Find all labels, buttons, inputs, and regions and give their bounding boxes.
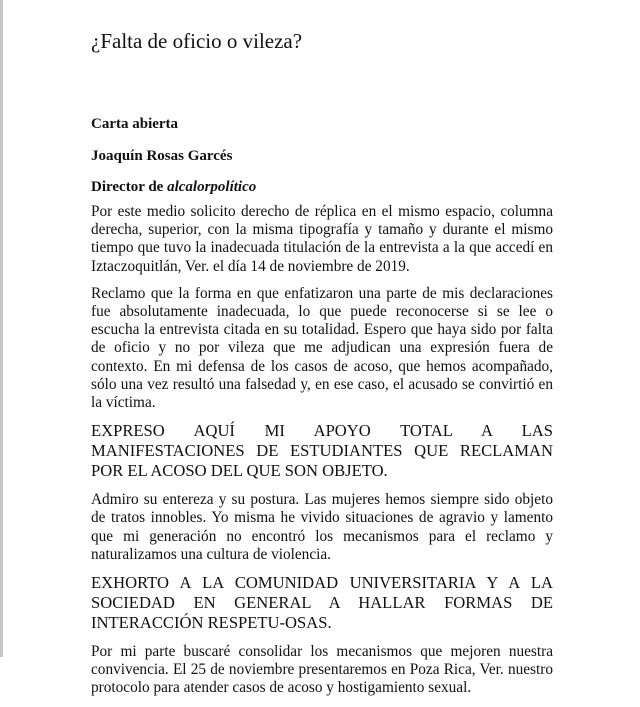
addressee-role <box>91 178 256 196</box>
document-title: ¿Falta de oficio o vileza? <box>91 29 303 53</box>
addressee-role-prefix: Director de <box>91 179 168 195</box>
letter-body <box>91 203 553 707</box>
page-left-border <box>0 0 3 657</box>
publication-name: alcalorpolítico <box>167 179 257 195</box>
paragraph-reply-request: Por este medio solicito derecho de réplica en el mismo espacio, columna derecha, superior, con la misma tipografía y tamaño y durante el mismo tiempo que tuvo la inadecuada titulación de la entrevista a la que accedí en Iztaczoquitlán, Ver. el día 14 de noviembre de 2019. <box>91 203 553 275</box>
paragraph-admiration: Admiro su entereza y su postura. Las mujeres hemos siempre sido objeto de tratos innobles. Yo misma he vivido situaciones de agravio y lamento que mi generación no encontró los mecanismos para el reclamo y naturalizamos una cultura de violencia. <box>91 491 553 563</box>
paragraph-complaint: Reclamo que la forma en que enfatizaron una parte de mis declaraciones fue absolutamente inadecuada, lo que puede reconocerse si se lee o escucha la entrevista citada en su totalidad. Espero que haya sido por falta de oficio y no por vileza que me adjudican una expresión fuera de contexto. En mi defensa de los casos de acoso, que hemos acompañado, sólo una vez resultó una falsedad y, en ese caso, el acusado se convirtió en la víctima. <box>91 284 553 412</box>
addressee-name: Joaquín Rosas Garcés <box>91 148 233 164</box>
letter-type: Carta abierta <box>91 116 179 132</box>
paragraph-protocol: Por mi parte buscaré consolidar los mecanismos que mejoren nuestra convivencia. El 25 de noviembre presentaremos en Poza Rica, Ver. nuestro protocolo para atender casos de acoso y hostigamiento sexual. <box>91 643 553 697</box>
paragraph-exhortation: EXHORTO A LA COMUNIDAD UNIVERSITARIA Y A LA SOCIEDAD EN GENERAL A HALLAR FORMAS DE INTERACCIÓN RESPETU-OSAS. <box>91 573 553 633</box>
paragraph-support-statement: EXPRESO AQUÍ MI APOYO TOTAL A LAS MANIFESTACIONES DE ESTUDIANTES QUE RECLAMAN POR EL ACOSO DEL QUE SON OBJETO. <box>91 421 553 481</box>
